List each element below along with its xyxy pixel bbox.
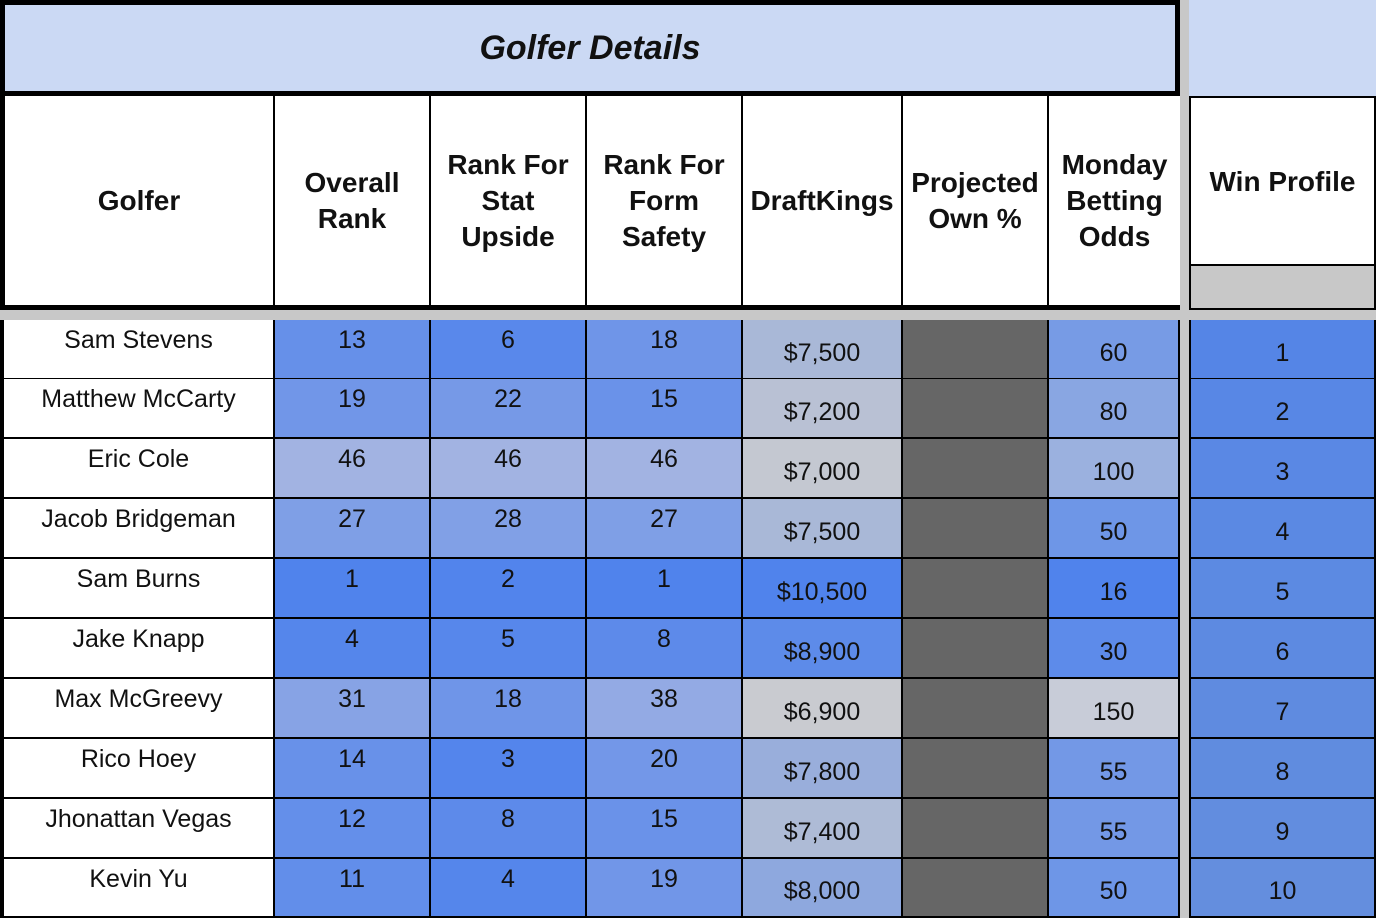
cell-golfer[interactable]: Jhonattan Vegas <box>0 799 275 859</box>
cell-golfer[interactable]: Eric Cole <box>0 439 275 499</box>
cell-dk[interactable]: $7,200 <box>743 379 903 439</box>
cell-form[interactable]: 15 <box>587 799 743 859</box>
cell-odds[interactable]: 30 <box>1049 619 1180 679</box>
cell-overall[interactable]: 14 <box>275 739 431 799</box>
cell-overall[interactable]: 19 <box>275 379 431 439</box>
cell-own[interactable] <box>903 499 1049 559</box>
cell-stat[interactable]: 46 <box>431 439 587 499</box>
cell-golfer[interactable]: Kevin Yu <box>0 859 275 918</box>
cell-overall[interactable]: 13 <box>275 320 431 380</box>
cell-form[interactable]: 15 <box>587 379 743 439</box>
cell-dk[interactable]: $7,500 <box>743 320 903 380</box>
cell-odds[interactable]: 55 <box>1049 739 1180 799</box>
cell-overall[interactable]: 46 <box>275 439 431 499</box>
cell-overall[interactable]: 31 <box>275 679 431 739</box>
cell-dk[interactable]: $7,000 <box>743 439 903 499</box>
header-golfer[interactable]: Golfer <box>5 96 275 305</box>
cell-own[interactable] <box>903 619 1049 679</box>
header-proj-own[interactable]: Projected Own % <box>903 96 1049 305</box>
win-profile-body <box>1189 320 1376 918</box>
cell-overall[interactable]: 11 <box>275 859 431 918</box>
cell-own[interactable] <box>903 679 1049 739</box>
cell-stat[interactable]: 22 <box>431 379 587 439</box>
header-monday-odds[interactable]: Monday Betting Odds <box>1049 96 1180 305</box>
cell-stat[interactable]: 8 <box>431 799 587 859</box>
cell-form[interactable]: 8 <box>587 619 743 679</box>
cell-golfer[interactable]: Sam Stevens <box>0 320 275 380</box>
cell-odds[interactable]: 16 <box>1049 559 1180 619</box>
cell-own[interactable] <box>903 739 1049 799</box>
cell-odds[interactable]: 80 <box>1049 379 1180 439</box>
cell-odds[interactable]: 150 <box>1049 679 1180 739</box>
cell-stat[interactable]: 2 <box>431 559 587 619</box>
cell-form[interactable]: 19 <box>587 859 743 918</box>
cell-golfer[interactable]: Max McGreevy <box>0 679 275 739</box>
cell-dk[interactable]: $10,500 <box>743 559 903 619</box>
cell-form[interactable]: 18 <box>587 320 743 380</box>
cell-stat[interactable]: 5 <box>431 619 587 679</box>
cell-overall[interactable]: 4 <box>275 619 431 679</box>
cell-golfer[interactable]: Rico Hoey <box>0 739 275 799</box>
cell-stat[interactable]: 3 <box>431 739 587 799</box>
header-rank-form[interactable]: Rank For Form Safety <box>587 96 743 305</box>
cell-stat[interactable]: 4 <box>431 859 587 918</box>
cell-dk[interactable]: $6,900 <box>743 679 903 739</box>
cell-win-profile[interactable]: 6 <box>1189 619 1376 679</box>
cell-own[interactable] <box>903 379 1049 439</box>
cell-stat[interactable]: 18 <box>431 679 587 739</box>
cell-win-profile[interactable]: 9 <box>1189 799 1376 859</box>
header-win-profile[interactable]: Win Profile <box>1189 96 1376 266</box>
cell-form[interactable]: 27 <box>587 499 743 559</box>
cell-odds[interactable]: 100 <box>1049 439 1180 499</box>
cell-stat[interactable]: 28 <box>431 499 587 559</box>
table-body <box>0 320 1180 918</box>
cell-odds[interactable]: 55 <box>1049 799 1180 859</box>
cell-win-profile[interactable]: 4 <box>1189 499 1376 559</box>
cell-odds[interactable]: 50 <box>1049 859 1180 918</box>
win-profile-header-gray <box>1189 264 1376 310</box>
cell-odds[interactable]: 60 <box>1049 320 1180 380</box>
cell-own[interactable] <box>903 320 1049 380</box>
cell-dk[interactable]: $7,800 <box>743 739 903 799</box>
table-title: Golfer Details <box>0 0 1180 96</box>
cell-win-profile[interactable]: 1 <box>1189 320 1376 380</box>
cell-dk[interactable]: $8,000 <box>743 859 903 918</box>
cell-stat[interactable]: 6 <box>431 320 587 380</box>
cell-win-profile[interactable]: 10 <box>1189 859 1376 918</box>
header-draftkings[interactable]: DraftKings <box>743 96 903 305</box>
cell-overall[interactable]: 27 <box>275 499 431 559</box>
cell-win-profile[interactable]: 8 <box>1189 739 1376 799</box>
cell-odds[interactable]: 50 <box>1049 499 1180 559</box>
header-overall-rank[interactable]: Overall Rank <box>275 96 431 305</box>
cell-own[interactable] <box>903 559 1049 619</box>
header-rank-stat[interactable]: Rank For Stat Upside <box>431 96 587 305</box>
win-profile-table <box>1183 0 1376 918</box>
cell-own[interactable] <box>903 799 1049 859</box>
cell-form[interactable]: 20 <box>587 739 743 799</box>
cell-win-profile[interactable]: 5 <box>1189 559 1376 619</box>
cell-overall[interactable]: 1 <box>275 559 431 619</box>
cell-form[interactable]: 38 <box>587 679 743 739</box>
cell-golfer[interactable]: Sam Burns <box>0 559 275 619</box>
cell-dk[interactable]: $7,400 <box>743 799 903 859</box>
header-row <box>0 96 1180 310</box>
win-profile-title-fill <box>1183 0 1376 96</box>
cell-win-profile[interactable]: 7 <box>1189 679 1376 739</box>
cell-overall[interactable]: 12 <box>275 799 431 859</box>
cell-form[interactable]: 1 <box>587 559 743 619</box>
cell-win-profile[interactable]: 3 <box>1189 439 1376 499</box>
cell-golfer[interactable]: Matthew McCarty <box>0 379 275 439</box>
header-gap <box>0 310 1183 320</box>
cell-own[interactable] <box>903 859 1049 918</box>
cell-form[interactable]: 46 <box>587 439 743 499</box>
cell-golfer[interactable]: Jacob Bridgeman <box>0 499 275 559</box>
cell-golfer[interactable]: Jake Knapp <box>0 619 275 679</box>
cell-win-profile[interactable]: 2 <box>1189 379 1376 439</box>
cell-dk[interactable]: $7,500 <box>743 499 903 559</box>
cell-dk[interactable]: $8,900 <box>743 619 903 679</box>
cell-own[interactable] <box>903 439 1049 499</box>
right-header-gap <box>1183 310 1376 320</box>
